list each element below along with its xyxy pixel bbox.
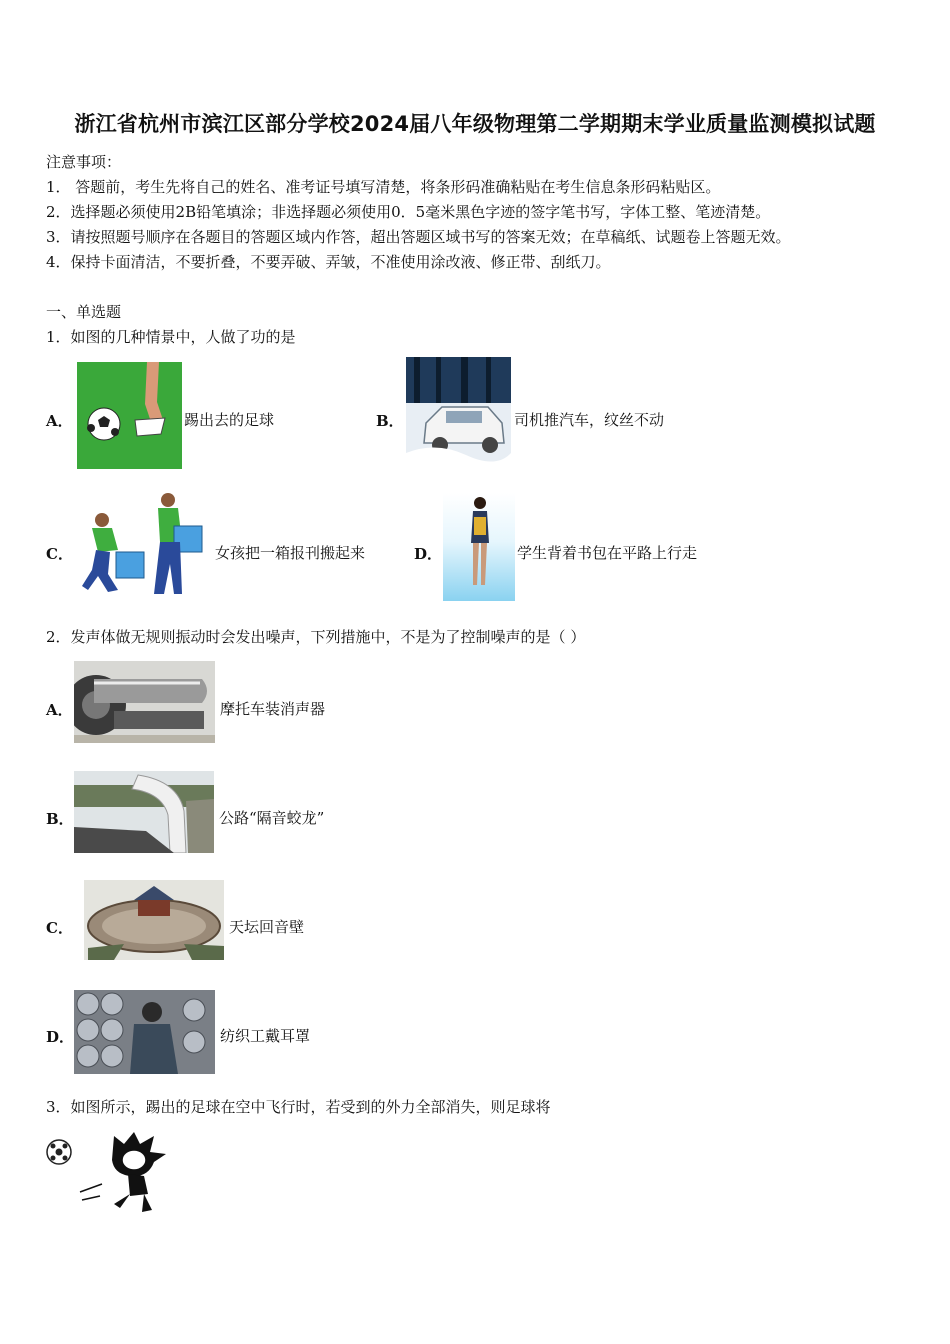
note-item: 3．请按照题号顺序在各题目的答题区域内作答，超出答题区域书写的答案无效；在草稿纸、试题卷上答题无效。 [46, 228, 791, 246]
echo-wall-image [84, 880, 224, 960]
q2-option-c-text: 天坛回音壁 [229, 918, 305, 936]
note-item: 1． 答题前，考生先将自己的姓名、准考证号填写清楚，将条形码准确粘贴在考生信息条形码粘贴区。 [46, 178, 721, 196]
q2-option-d-text: 纺织工戴耳罩 [220, 1027, 311, 1045]
motorcycle-muffler-image [74, 661, 215, 743]
lift-box-image [78, 490, 210, 598]
page-title: 浙江省杭州市滨江区部分学校2024届八年级物理第二学期期末学业质量监测模拟试题 [74, 112, 876, 136]
q1-option-b-label: B． [376, 412, 404, 430]
notes-heading: 注意事项： [46, 153, 122, 171]
push-car-image [406, 357, 511, 469]
q1-option-b-text: 司机推汽车，纹丝不动 [514, 411, 665, 429]
flying-soccer-ball-image [44, 1130, 174, 1218]
textile-worker-earmuffs-image [74, 990, 215, 1074]
note-item: 4．保持卡面清洁，不要折叠，不要弄破、弄皱，不准使用涂改液、修正带、刮纸刀。 [46, 253, 611, 271]
section-heading: 一、单选题 [46, 303, 122, 321]
q1-option-d-text: 学生背着书包在平路上行走 [517, 544, 698, 562]
q1-option-d-label: D． [414, 545, 443, 563]
q2-option-a-text: 摩托车装消声器 [220, 700, 326, 718]
q2-option-a-label: A． [46, 701, 73, 719]
q1-option-c-text: 女孩把一箱报刊搬起来 [215, 544, 366, 562]
note-item: 2．选择题必须使用2B铅笔填涂；非选择题必须使用0．5毫米黑色字迹的签字笔书写，字体工整、笔迹清楚。 [46, 203, 771, 221]
q2-option-d-label: D． [46, 1028, 75, 1046]
q2-option-b-text: 公路“隔音蛟龙” [219, 809, 325, 827]
soccer-kick-image [77, 362, 182, 469]
walk-with-backpack-image [443, 493, 515, 601]
question-1-stem: 1．如图的几种情景中，人做了功的是 [46, 328, 296, 346]
q2-option-b-label: B． [46, 810, 74, 828]
q1-option-c-label: C． [46, 545, 73, 563]
question-3-stem: 3．如图所示，踢出的足球在空中飞行时，若受到的外力全部消失，则足球将 [46, 1098, 551, 1116]
question-2-stem: 2．发声体做无规则振动时会发出噪声，下列措施中，不是为了控制噪声的是（ ） [46, 628, 586, 646]
q1-option-a-label: A． [46, 412, 73, 430]
noise-barrier-image [74, 771, 214, 853]
q1-option-a-text: 踢出去的足球 [184, 411, 275, 429]
q2-option-c-label: C． [46, 919, 73, 937]
